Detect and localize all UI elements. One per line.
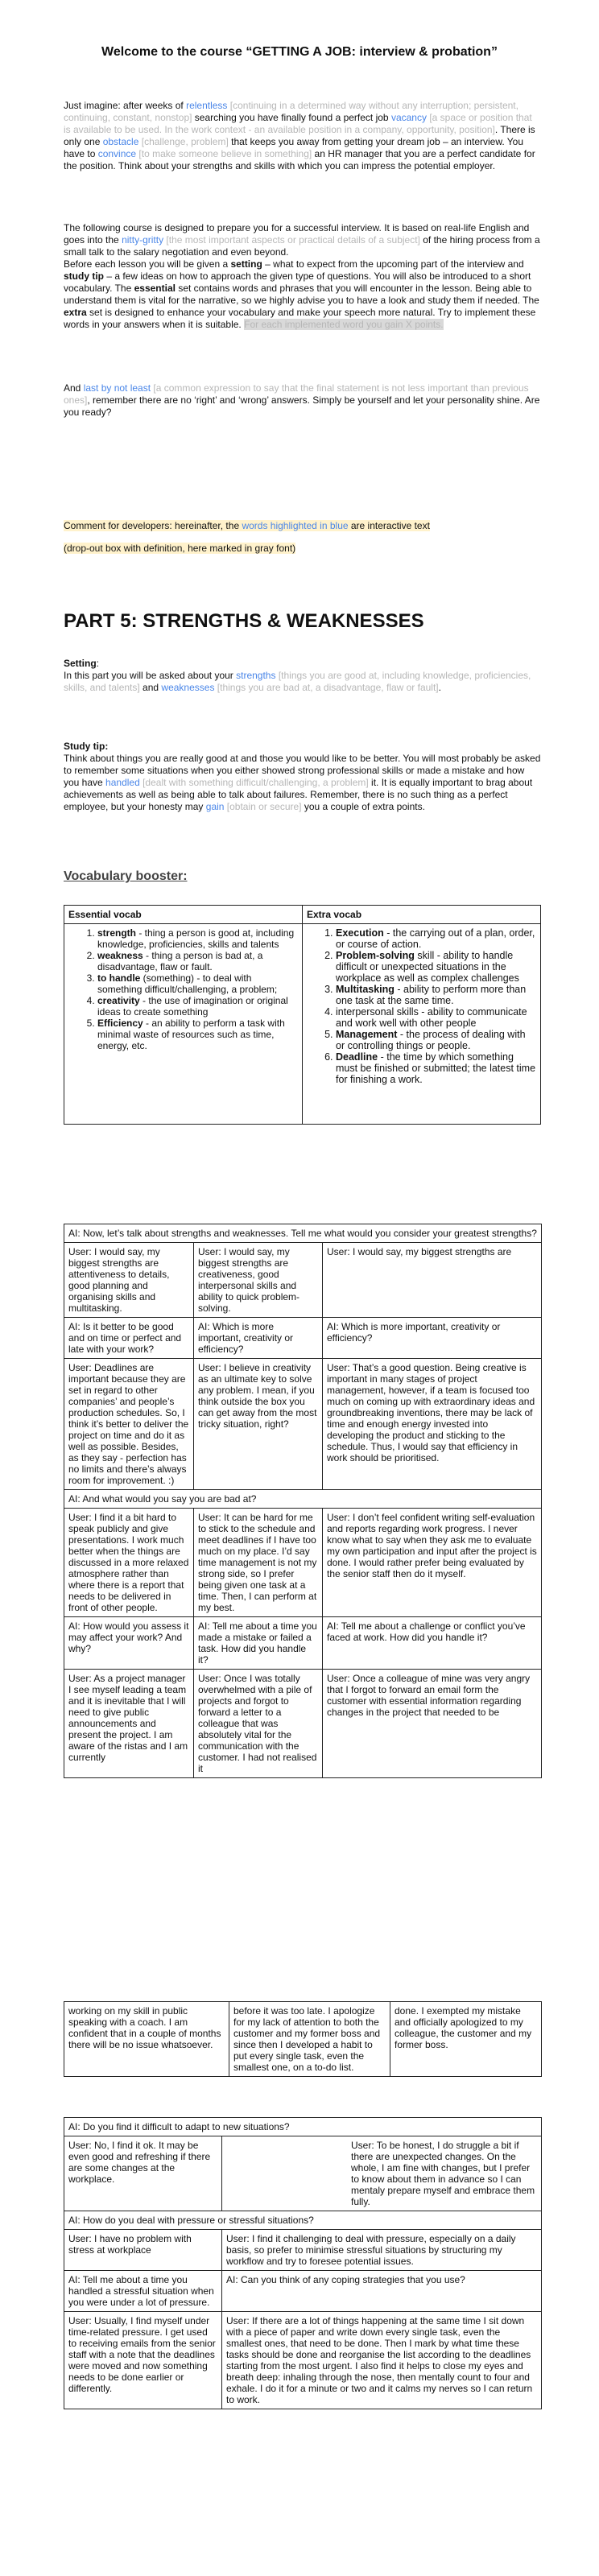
- vocab-item: [336, 950, 536, 984]
- intro-paragraph-1: [64, 100, 541, 172]
- user-adapt-answer-1: User: No, I find it ok. It may be even good and refreshing if there are some changes at the workplace.: [64, 2136, 222, 2211]
- vocab-term: creativity: [97, 995, 140, 1006]
- vocab-term: Multitasking: [336, 984, 395, 995]
- text: it. It is equally important to brag about achievements as well as being able to talk about failures. Remember, there is no such thing as a perfect employee, but your honesty may: [64, 777, 533, 812]
- vocab-term: weakness: [97, 950, 143, 961]
- interactive-word[interactable]: strengths: [236, 670, 276, 681]
- bold-text: extra: [64, 307, 87, 318]
- vocab-item: [336, 984, 536, 1006]
- study-tip-text: [64, 753, 541, 813]
- vocab-definition: - the use of imagination or original ideas to create something: [97, 995, 288, 1018]
- vocabulary-title: Vocabulary booster:: [64, 869, 188, 883]
- bold-text: setting: [230, 258, 262, 270]
- dialog-table-1: [64, 1224, 542, 1778]
- ai-pressure-followup-1: AI: Tell me about a time you handled a stressful situation when you were under a lot of pressure.: [64, 2271, 222, 2312]
- text: that keeps you away from getting your dream job – an interview. You have to: [64, 136, 524, 159]
- points-note: For each implemented word you gain X points.: [244, 319, 444, 330]
- vocab-item: [336, 1051, 536, 1085]
- vocab-term: strength: [97, 927, 136, 939]
- interactive-word[interactable]: handled: [105, 777, 140, 788]
- user-adapt-answer-2: User: To be honest, I do struggle a bit if there are unexpected changes. On the whole, I am fine with changes, but I prefer to know about them in advance so I can mentaly prepare myself and embrace them fully.: [222, 2136, 542, 2211]
- user-strengths-answer-1: User: I would say, my biggest strengths are attentiveness to details, good planning and organising skills and multitasking.: [64, 1243, 194, 1318]
- part-title: PART 5: STRENGTHS & WEAKNESSES: [64, 610, 424, 632]
- interactive-word[interactable]: gain: [205, 801, 225, 812]
- essential-vocab-header: Essential vocab: [64, 906, 303, 924]
- vocab-item: [336, 927, 536, 950]
- intro-paragraph-3: [64, 258, 541, 331]
- dev-comment-line-2: (drop-out box with definition, here marked in gray font): [64, 543, 296, 554]
- definition-text: [a space or position that is available to be used. In the work context - an available position in a company, opportunity, position]: [64, 112, 532, 135]
- definition-text: [dealt with something difficult/challenging, a problem]: [139, 777, 369, 788]
- text: In this part you will be asked about your: [64, 670, 237, 681]
- interactive-word[interactable]: convince: [97, 148, 137, 159]
- ai-weakness-followup-3: AI: Tell me about a challenge or conflict you’ve faced at work. How did you handle it?: [323, 1617, 542, 1670]
- text: – what to expect from the upcoming part of the interview and: [262, 258, 524, 270]
- user-pressure-answer-2: User: I find it challenging to deal with pressure, especially on a daily basis, so prefer to minimise stressful situations by structuring my workflow and try to foresee potential issues.: [222, 2230, 542, 2271]
- user-followup-answer-3: User: That’s a good question. Being creative is important in many stages of project management, however, if a team is focused too much on coming up with extraordinary ideas and groundbreaking inventions, there may be lack of time and enough energy invested into developing the product and sticking to the schedule. Thus, I would say that efficiency in work should be prioritised.: [323, 1359, 542, 1490]
- user-pressure-answer-1: User: I have no problem with stress at workplace: [64, 2230, 222, 2271]
- text: The following course is designed to prepare you for a successful interview. It is based on real-life English and goes into the: [64, 222, 530, 246]
- vocab-definition: - the time by which something must be finished or submitted; the latest time for finishing a work.: [336, 1051, 536, 1085]
- vocab-definition: - ability to perform more than one task at the same time.: [336, 984, 527, 1006]
- definition-text: [the most important aspects or practical details of a subject]: [163, 234, 420, 246]
- vocab-definition: skill - ability to handle difficult or unexpected situations in the workplace as well as complex challenges: [336, 950, 519, 984]
- vocab-definition: interpersonal skills - ability to communicate and work well with other people: [336, 1006, 527, 1029]
- ai-weakness-followup-2: AI: Tell me about a time you made a mistake or failed a task. How did you handle it?: [194, 1617, 323, 1670]
- user-continued-1: working on my skill in public speaking with a coach. I am confident that in a couple of months there will be no issue whatsoever.: [64, 2002, 229, 2077]
- text: , remember there are no ‘right’ and ‘wrong’ answers. Simply be yourself and let your personality shine. Are you ready?: [64, 394, 540, 418]
- intro-paragraph-2: [64, 222, 541, 258]
- extra-vocab-header: Extra vocab: [303, 906, 541, 924]
- dialog-table-2: [64, 2001, 542, 2077]
- vocab-item: [336, 1029, 536, 1051]
- text: Just imagine: after weeks of: [64, 100, 187, 111]
- user-strengths-answer-2: User: I would say, my biggest strengths are creativeness, good interpersonal skills and ability to quick problem-solving.: [194, 1243, 323, 1318]
- user-weakness-answer-2: User: It can be hard for me to stick to the schedule and meet deadlines if I have too much on my place. I’d say time management is not my strong side, so I prefer being given one task at a time. Then, I can perform at my best.: [194, 1509, 323, 1617]
- user-pressure-followup-2: User: If there are a lot of things happening at the same time I sit down with a piece of paper and write down every single task, even the smallest ones, that need to be done. Then I mark by what time these tasks should be done and reorganise the list according to the deadlines starting from the most urgent. I also find it helps to close my eyes and breath deep: inhaling through the nose, then mentally count to four and exhale. I do it for a minute or two and it calms my nerves so I can return to work.: [222, 2312, 542, 2409]
- definition-text: [to make someone believe in something]: [136, 148, 312, 159]
- interactive-word[interactable]: last by not least: [83, 382, 151, 394]
- interactive-word[interactable]: vacancy: [390, 112, 427, 123]
- ai-weakness-followup-1: AI: How would you assess it may affect your work? And why?: [64, 1617, 194, 1670]
- vocab-item: [97, 995, 298, 1018]
- ai-weakness-question: AI: And what would you say you are bad at?: [64, 1490, 542, 1509]
- user-strengths-answer-3: User: I would say, my biggest strengths are: [323, 1243, 542, 1318]
- vocab-term: Efficiency: [97, 1018, 143, 1029]
- interactive-word[interactable]: relentless: [186, 100, 228, 111]
- vocab-item: [97, 972, 298, 995]
- dev-comment-text-a: Comment for developers: hereinafter, the: [64, 520, 242, 531]
- dev-comment-text-c: are interactive text: [348, 520, 430, 531]
- definition-text: [things you are good at, including knowledge, proficiencies, skills, and talents]: [64, 670, 531, 693]
- text: of the hiring process from a small talk to the salary negotiation and even beyond.: [64, 234, 540, 258]
- study-tip-label: Study tip:: [64, 741, 109, 752]
- vocab-definition: - the process of dealing with or controlling things or people.: [336, 1029, 526, 1051]
- text: Think about things you are really good at and those you would like to be better. You will most probably be asked to remember some situations when you either showed strong professional skills or made a mistake and how you have: [64, 753, 541, 788]
- user-weakness-followup-1: User: As a project manager I see myself leading a team and it is inevitable that I will need to give public announcements and present the project. I am aware of the ristas and I am currently: [64, 1670, 194, 1778]
- course-title: Welcome to the course “GETTING A JOB: interview & probation”: [101, 45, 498, 59]
- text: searching you have finally found a perfect job: [192, 112, 391, 123]
- vocab-definition: (something) - to deal with something difficult/challenging, a problem;: [97, 972, 278, 995]
- vocabulary-table: [64, 905, 541, 1125]
- vocab-item: [97, 950, 298, 972]
- vocab-definition: - the carrying out of a plan, order, or course of action.: [336, 927, 535, 950]
- user-weakness-answer-1: User: I find it a bit hard to speak publicly and give presentations. I work much better when the things are discussed in a more relaxed atmosphere rather than where there is a report that needs to be delivered in front of other people.: [64, 1509, 194, 1617]
- bold-text: essential: [134, 283, 176, 294]
- definition-text: [a common expression to say that the final statement is not less important than previous ones]: [64, 382, 529, 406]
- ai-followup-question-3: AI: Which is more important, creativity or efficiency?: [323, 1318, 542, 1359]
- interactive-word[interactable]: weaknesses: [161, 682, 215, 693]
- definition-text: [continuing in a determined way without any interruption; persistent, continuing, constant, nonstop]: [64, 100, 518, 123]
- developer-comment: [64, 520, 541, 555]
- user-pressure-followup-1: User: Usually, I find myself under time-related pressure. I get used to receiving emails from the senior staff with a note that the deadlines were moved and now something needs to be done earlier or differently.: [64, 2312, 222, 2409]
- vocab-definition: - an ability to perform a task with minimal waste of resources such as time, energy, etc.: [97, 1018, 285, 1051]
- ai-pressure-followup-2: AI: Can you think of any coping strategies that you use?: [222, 2271, 542, 2312]
- vocab-term: Problem-solving: [336, 950, 415, 961]
- text: an HR manager that you are a perfect candidate for the position. Think about your strengths and skills with which you can impress the potential employer.: [64, 148, 535, 171]
- ai-strengths-question: AI: Now, let’s talk about strengths and weaknesses. Tell me what would you consider your greatest strengths?: [64, 1224, 542, 1243]
- text: .: [438, 682, 441, 693]
- text: set contains words and phrases that you will encounter in the lesson. Being able to understand them is vital for the narrative, so we highly advise you to have a look and study them if needed. The: [64, 283, 539, 306]
- definition-text: [things you are bad at, a disadvantage, flaw or fault]: [214, 682, 439, 693]
- extra-vocab-list: [307, 927, 536, 1085]
- vocab-definition: - thing a person is good at, including knowledge, proficiencies, skills and talents: [97, 927, 295, 950]
- vocab-term: Management: [336, 1029, 398, 1040]
- definition-text: [obtain or secure]: [224, 801, 302, 812]
- interactive-word[interactable]: nitty-gritty: [122, 234, 164, 246]
- bold-text: study tip: [64, 270, 104, 282]
- text: – a few ideas on how to approach the given type of questions. You will also be introduced to a short vocabulary. The: [64, 270, 531, 294]
- user-continued-2: before it was too late. I apologize for my lack of attention to both the customer and my former boss and since then I developed a habit to put every single task, even the smallest one, on a to-do list.: [229, 2002, 390, 2077]
- user-weakness-answer-3: User: I don’t feel confident writing self-evaluation and reports regarding work progress. I never know what to say when they ask me to evaluate my own participation and input after the project is done. I would rather prefer being evaluated by the senior staff then do it myself.: [323, 1509, 542, 1617]
- intro-paragraph-4: [64, 382, 541, 419]
- text: . There is only one: [64, 124, 535, 147]
- vocab-item: [336, 1006, 536, 1029]
- text: you a couple of extra points.: [301, 801, 425, 812]
- vocab-term: to handle: [97, 972, 141, 984]
- text: set is designed to enhance your vocabulary and make your speech more natural. Try to implement these words in your answers when it is suitable.: [64, 307, 536, 330]
- ai-followup-question-1: AI: Is it better to be good and on time or perfect and late with your work?: [64, 1318, 194, 1359]
- vocab-term: Execution: [336, 927, 384, 939]
- setting-section: Setting: In this part you will be asked about your strengths [things you are good at, including knowledge, proficiencies, skills, and talents] and weaknesses [things you are bad at, a disadvantage, flaw or fault].: [64, 658, 541, 694]
- vocab-item: [97, 927, 298, 950]
- user-weakness-followup-3: User: Once a colleague of mine was very angry that I forgot to forward an email form the customer with essential information regarding changes in the project that needed to be: [323, 1670, 542, 1778]
- ai-followup-question-2: AI: Which is more important, creativity or efficiency?: [194, 1318, 323, 1359]
- definition-text: [challenge, problem]: [138, 136, 229, 147]
- text: Before each lesson you will be given a: [64, 258, 231, 270]
- text: and: [139, 682, 162, 693]
- vocab-term: Deadline: [336, 1051, 378, 1063]
- user-weakness-followup-2: User: Once I was totally overwhelmed with a pile of projects and forgot to forward a letter to a colleague that was absolutely vital for the communication with the customer. I had not realised it: [194, 1670, 323, 1778]
- ai-adapt-question: AI: Do you find it difficult to adapt to new situations?: [64, 2118, 542, 2136]
- user-followup-answer-2: User: I believe in creativity as an ultimate key to solve any problem. I mean, if you think outside the box you can get away from the most tricky situation, right?: [194, 1359, 323, 1490]
- interactive-word[interactable]: obstacle: [102, 136, 139, 147]
- essential-vocab-list: [68, 927, 298, 1051]
- study-tip-section: [64, 741, 541, 813]
- vocab-item: [97, 1018, 298, 1051]
- dialog-table-3: [64, 2117, 542, 2409]
- ai-pressure-question: AI: How do you deal with pressure or stressful situations?: [64, 2211, 542, 2230]
- user-continued-3: done. I exempted my mistake and officially apologized to my colleague, the customer and my former boss.: [390, 2002, 542, 2077]
- text: And: [64, 382, 84, 394]
- setting-text: [64, 670, 541, 694]
- vocab-definition: - thing a person is bad at, a disadvantage, flaw or fault.: [97, 950, 263, 972]
- dev-comment-blue-words: words highlighted in blue: [242, 520, 349, 531]
- setting-label: Setting: [64, 658, 97, 669]
- user-followup-answer-1: User: Deadlines are important because they are set in regard to other companies’ and people’s production schedules. So, I think it’s better to deliver the project on time and do it as well as possible. Besides, as they say - perfection has no limits and there’s always room for improvement. :): [64, 1359, 194, 1490]
